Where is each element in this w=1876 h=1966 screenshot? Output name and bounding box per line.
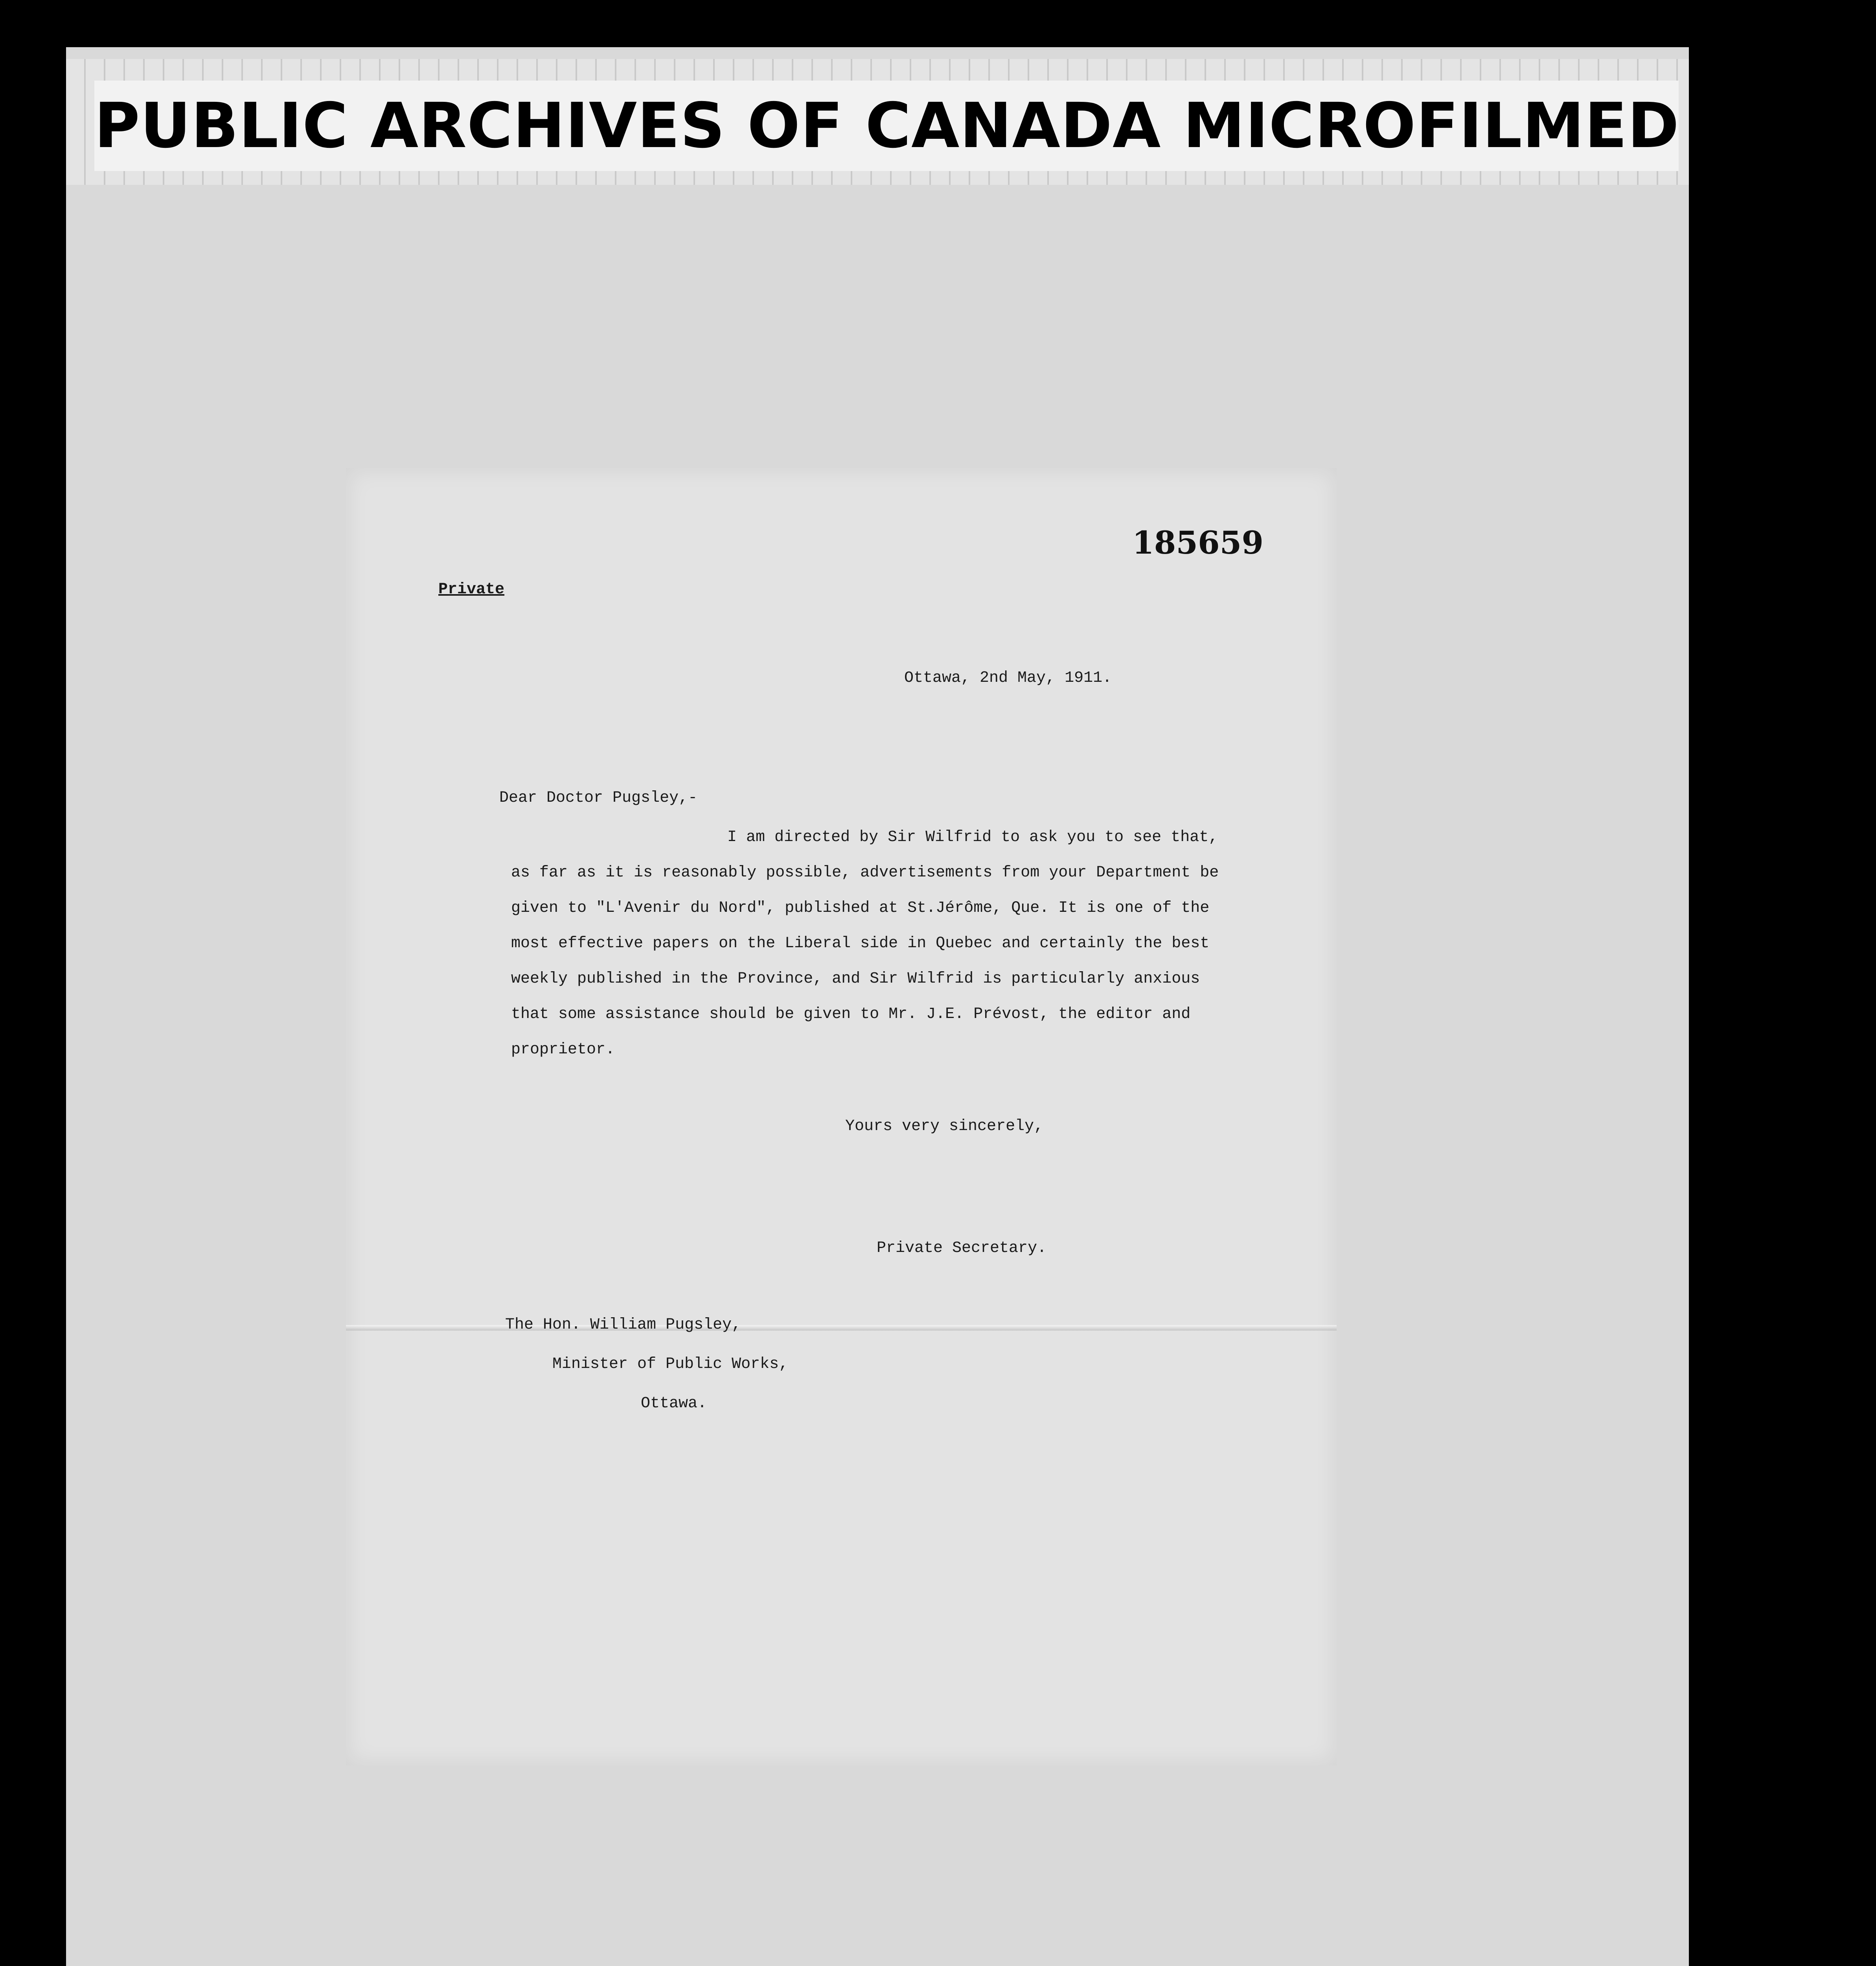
closing: Yours very sincerely, <box>845 1117 1044 1135</box>
archive-header-title: PUBLIC ARCHIVES OF CANADA MICROFILMED 1954 <box>94 81 1679 171</box>
body-line: most effective papers on the Liberal side in Quebec and certainly the best <box>511 935 1210 952</box>
document-number: 185659 <box>1132 524 1264 561</box>
signature-title: Private Secretary. <box>877 1239 1047 1257</box>
body-line: I am directed by Sir Wilfrid to ask you to see that, <box>727 828 1218 846</box>
body-line: that some assistance should be given to Mr. J.E. Prévost, the editor and <box>511 1005 1191 1023</box>
body-line: given to "L'Avenir du Nord", published at St.Jérôme, Que. It is one of the <box>511 899 1210 917</box>
letter-sheet <box>346 468 1337 1765</box>
body-line: weekly published in the Province, and Sir Wilfrid is particularly anxious <box>511 970 1200 988</box>
place-date: Ottawa, 2nd May, 1911. <box>904 669 1112 687</box>
body-line: as far as it is reasonably possible, advertisements from your Department be <box>511 864 1219 882</box>
body-line: proprietor. <box>511 1041 615 1058</box>
salutation: Dear Doctor Pugsley,- <box>499 789 698 807</box>
letter-fold-line <box>346 1325 1337 1331</box>
recipient-title: Minister of Public Works, <box>552 1355 789 1373</box>
recipient-name: The Hon. William Pugsley, <box>505 1316 741 1334</box>
recipient-city: Ottawa. <box>641 1395 707 1412</box>
private-marking: Private <box>438 581 505 598</box>
